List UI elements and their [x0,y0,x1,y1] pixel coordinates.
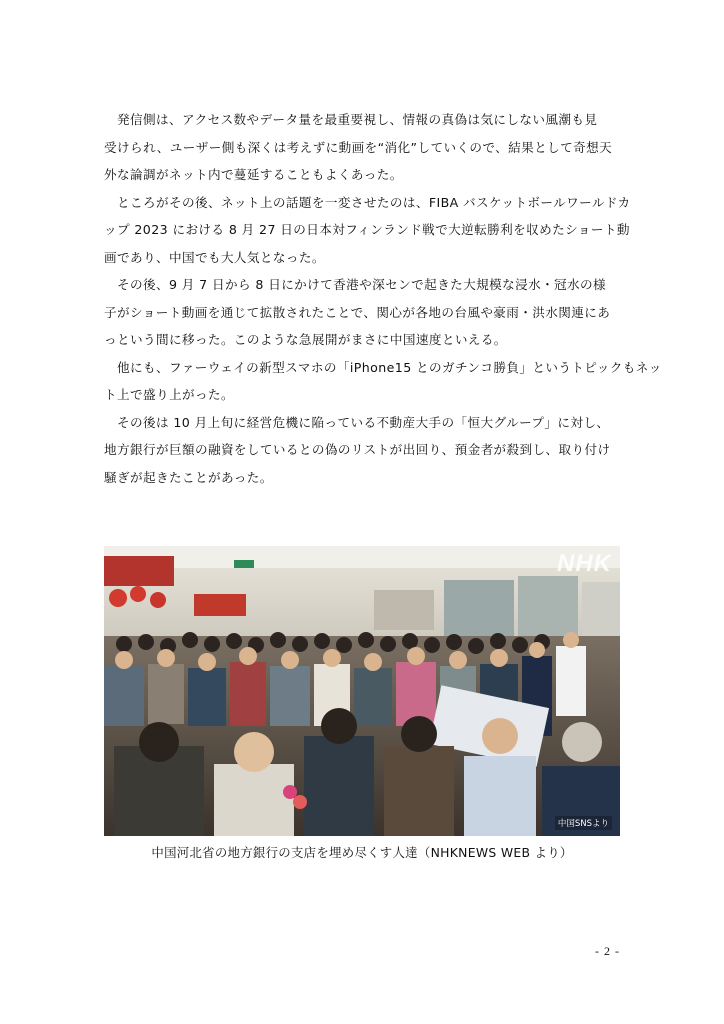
crowd-illustration [104,546,620,836]
paragraph-line: 騒ぎが起きたことがあった。 [104,469,273,485]
paragraph-line: その後、9 月 7 日から 8 日にかけて香港や深センで起きた大規模な浸水・冠水の様 [104,277,607,292]
paragraph-line: 画であり、中国でも大人気となった。 [104,249,325,265]
paragraph-line: 外な論調がネット内で蔓延することもよくあった。 [104,167,403,182]
paragraph-3 [104,271,624,354]
paragraph-5 [104,409,624,492]
paragraph-4 [104,354,662,409]
paragraph-line: ップ 2023 における 8 月 27 日の日本対フィンランド戦で大逆転勝利を収めたショート動 [104,222,630,237]
paragraph-line: っという間に移った。このような急展開がまさに中国速度といえる。 [104,332,507,347]
paragraph-line: 発信側は、アクセス数やデータ量を最重要視し、情報の真偽は気にしない風潮も見 [104,112,598,127]
nhk-watermark: NHK [557,550,612,577]
page-number: - 2 - [595,944,620,958]
paragraph-2 [104,189,631,272]
photo-credit: 中国SNSより [555,816,612,830]
paragraph-line: 子がショート動画を通じて拡散されたことで、関心が各地の台風や豪雨・洪水関連にあ [104,304,611,320]
photo-caption: 中国河北省の地方銀行の支店を埋め尽くす人達（NHKNEWS WEB より） [151,845,573,860]
bank-crowd-photo [104,546,620,836]
paragraph-line: 地方銀行が巨額の融資をしているとの偽のリストが出回り、預金者が殺到し、取り付け [104,442,611,457]
paragraph-line: その後は 10 月上旬に経営危機に陥っている不動産大手の「恒大グループ」に対し、 [104,414,610,430]
paragraph-line: 受けられ、ユーザー側も深くは考えずに動画を“消化”していくので、結果として奇想天 [104,139,613,155]
paragraph-line: 他にも、ファーウェイの新型スマホの「iPhone15 とのガチンコ勝負」というトピックもネッ [104,359,662,375]
body-text [104,106,662,491]
paragraph-1 [104,106,624,189]
paragraph-line: ところがその後、ネット上の話題を一変させたのは、FIBA バスケットボールワールドカ [104,194,631,210]
paragraph-line: ト上で盛り上がった。 [104,387,234,402]
